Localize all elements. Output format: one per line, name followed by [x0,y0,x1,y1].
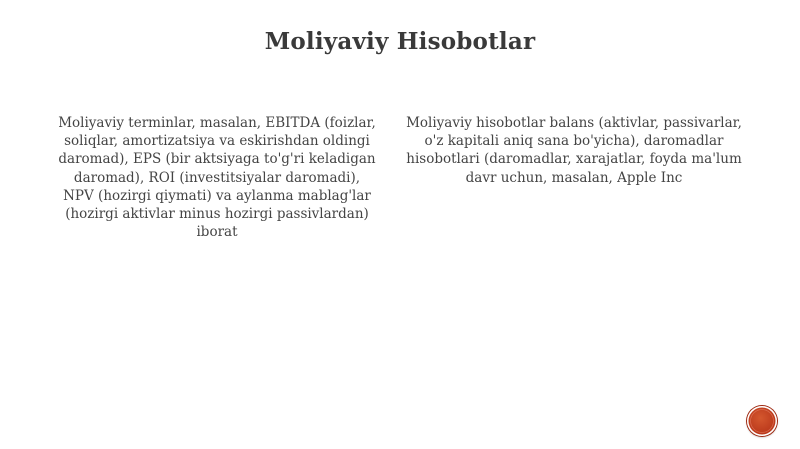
slide-nav-button[interactable] [747,406,777,436]
left-text-block: Moliyaviy terminlar, masalan, EBITDA (foizlar, soliqlar, amortizatsiya va eskirishdan oldingi daromad), EPS (bir aktsiyaga to'g'ri keladigan daromad), ROI (investitsiyalar daromadi), NPV (hozirgi qiymati) va aylanma mablag'lar (hozirgi aktivlar minus hozirgi passivlardan) iborat [58,115,376,241]
right-text-block: Moliyaviy hisobotlar balans (aktivlar, passivarlar, o'z kapitali aniq sana bo'yicha), daromadlar hisobotlari (daromadlar, xarajatlar, foyda ma'lum davr uchun, masalan, Apple Inc [406,115,742,186]
circle-nav-icon [747,406,777,436]
slide-title: Moliyaviy Hisobotlar [264,28,536,55]
